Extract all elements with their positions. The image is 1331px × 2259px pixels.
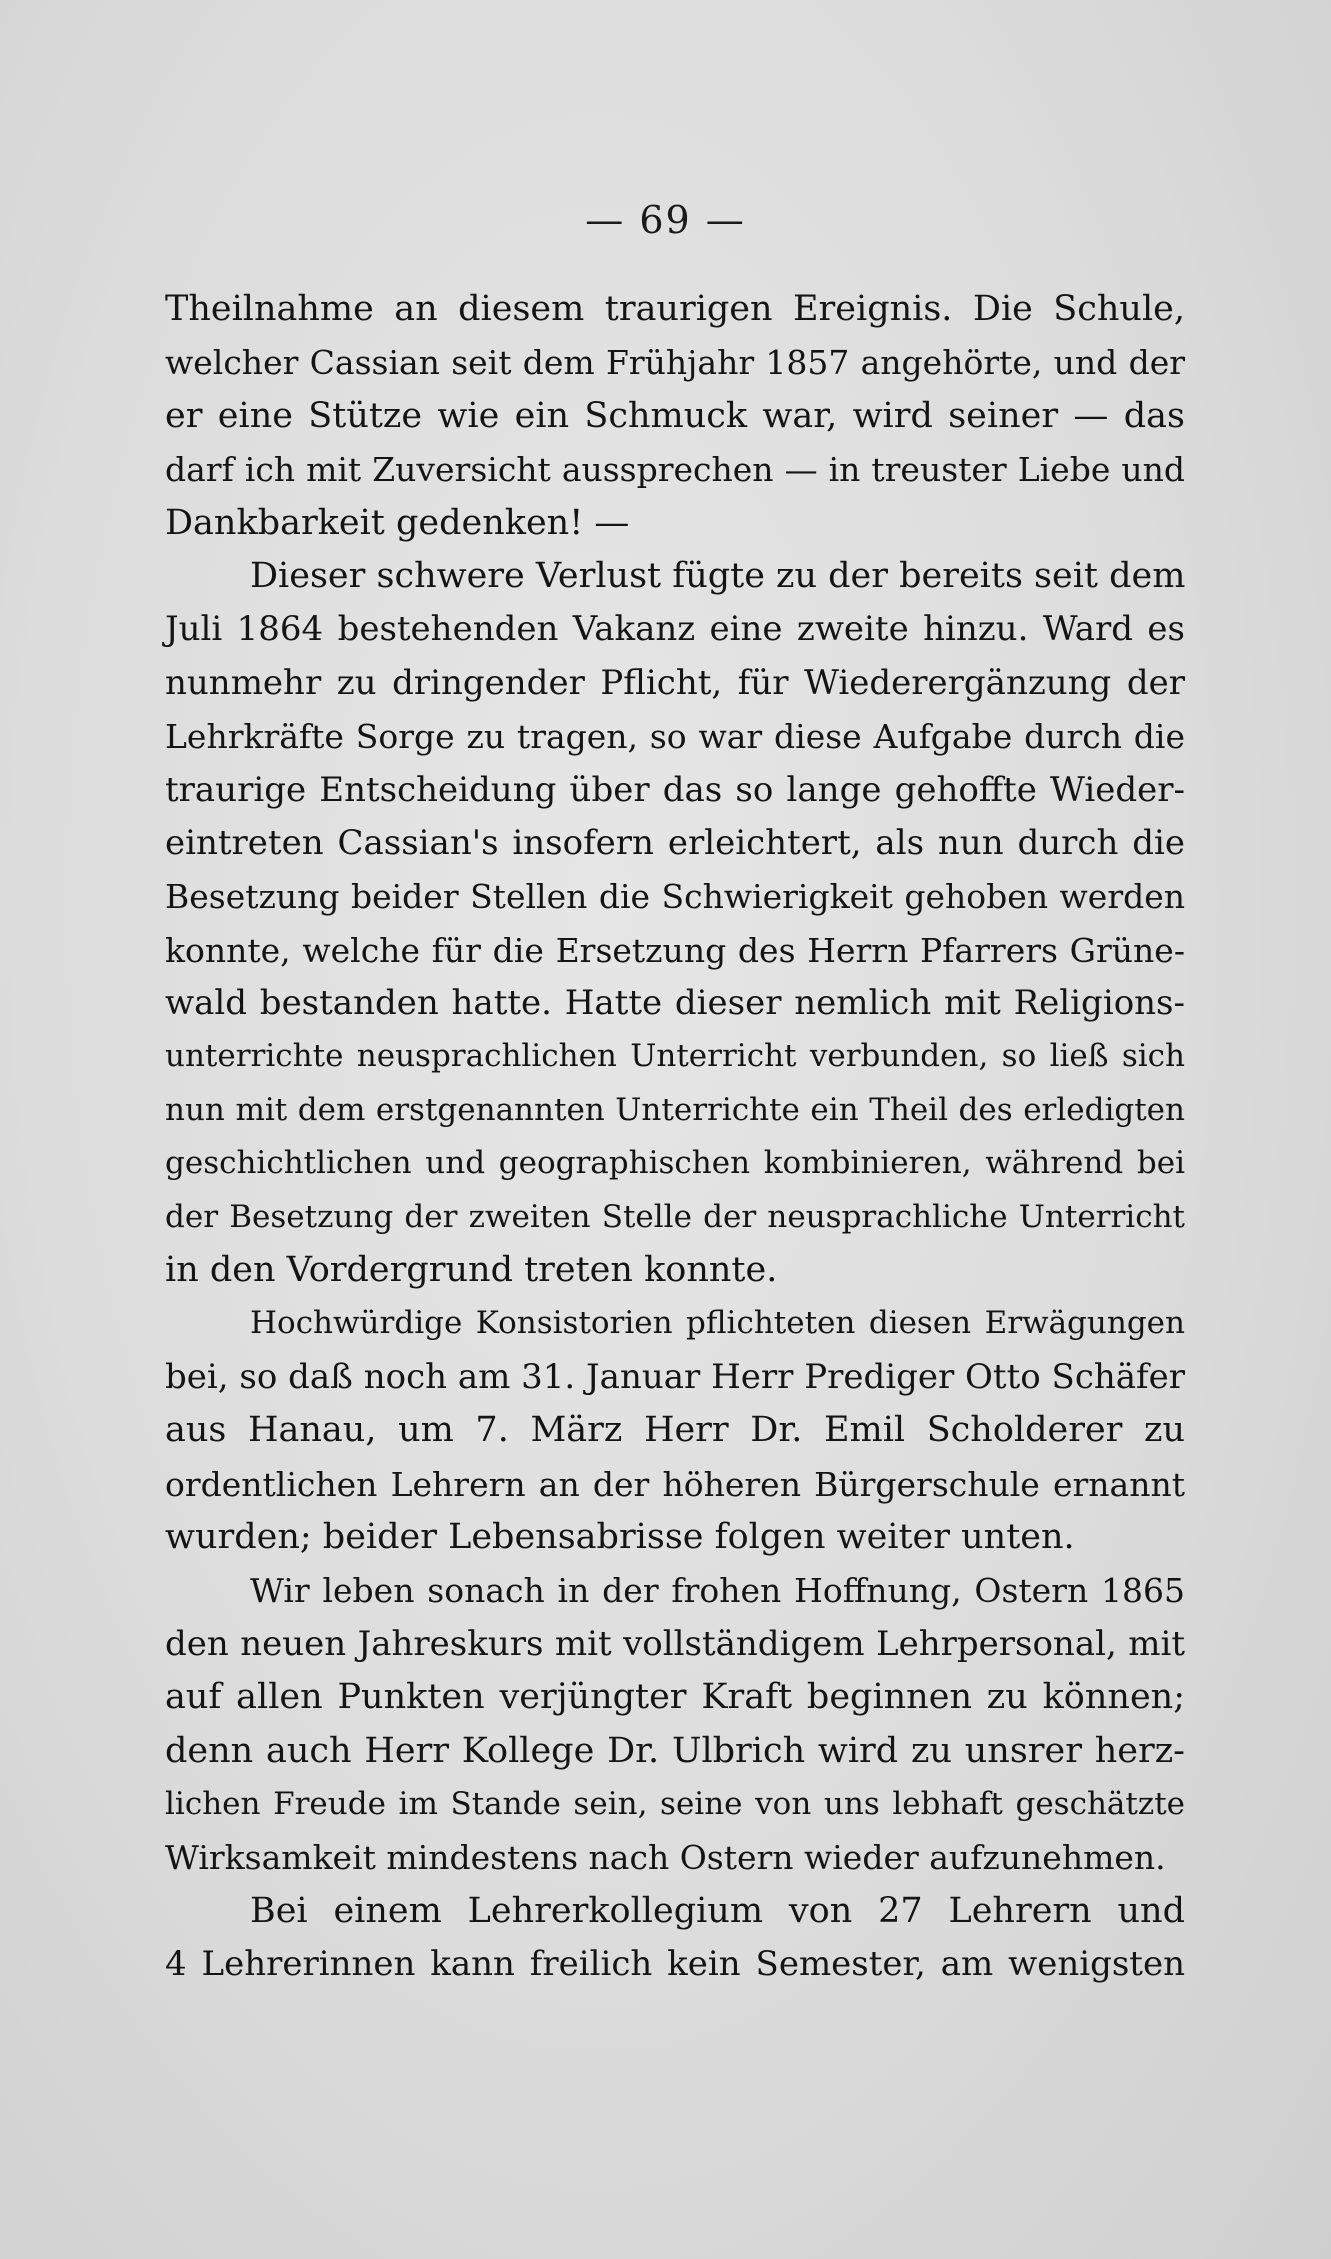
text-line: ordentlichen Lehrern an der höheren Bürgerschule ernannt [165, 1464, 1185, 1504]
text-line: geschichtlichen und geographischen kombinieren, während bei [165, 1145, 1185, 1182]
text-line: Hochwürdige Konsistorien pflichteten diesen Erwägungen [250, 1305, 1185, 1342]
text-line: Besetzung beider Stellen die Schwierigkeit gehoben werden [165, 877, 1185, 917]
text-line: Bei einem Lehrerkollegium von 27 Lehrern und [250, 1890, 1185, 1931]
text-line: lichen Freude im Stande sein, seine von uns lebhaft geschätzte [165, 1785, 1185, 1822]
text-line: Lehrkräfte Sorge zu tragen, so war diese Aufgabe durch die [165, 717, 1185, 757]
text-line: den neuen Jahreskurs mit vollständigem Lehrpersonal, mit [165, 1623, 1185, 1664]
text-line: Dankbarkeit gedenken! — [165, 502, 630, 543]
text-line: nun mit dem erstgenannten Unterrichte ein Theil des erledigten [165, 1091, 1185, 1128]
text-line: Juli 1864 bestehenden Vakanz eine zweite hinzu. Ward es [165, 609, 1185, 650]
text-line: Wirksamkeit mindestens nach Ostern wieder aufzunehmen. [165, 1838, 1166, 1878]
text-line: bei, so daß noch am 31. Januar Herr Prediger Otto Schäfer [165, 1356, 1185, 1397]
text-line: in den Vordergrund treten konnte. [165, 1250, 778, 1291]
text-line: traurige Entscheidung über das so lange gehoffte Wieder- [165, 769, 1185, 810]
text-line: Dieser schwere Verlust fügte zu der bereits seit dem [250, 555, 1186, 596]
text-line: aus Hanau, um 7. März Herr Dr. Emil Scholderer zu [165, 1410, 1185, 1451]
text-line: der Besetzung der zweiten Stelle der neusprachliche Unterricht [165, 1198, 1185, 1235]
text-line: wurden; beider Lebensabrisse folgen weiter unten. [165, 1516, 1075, 1557]
text-line: denn auch Herr Kollege Dr. Ulbrich wird zu unsrer herz- [165, 1730, 1185, 1771]
body-text [165, 283, 1185, 1992]
text-line: welcher Cassian seit dem Frühjahr 1857 angehörte, und der [165, 343, 1185, 383]
text-line: eintreten Cassian's insofern erleichtert, als nun durch die [165, 822, 1185, 863]
page-number: — 69 — [585, 198, 746, 242]
text-line: er eine Stütze wie ein Schmuck war, wird seiner — das [165, 395, 1185, 436]
text-line: wald bestanden hatte. Hatte dieser nemlich mit Religions- [165, 983, 1185, 1024]
text-line: Wir leben sonach in der frohen Hoffnung, Ostern 1865 [250, 1571, 1185, 1611]
text-line: unterrichte neusprachlichen Unterricht verbunden, so ließ sich [165, 1038, 1185, 1075]
text-line: darf ich mit Zuversicht aussprechen — in treuster Liebe und [165, 450, 1185, 490]
text-line: 4 Lehrerinnen kann freilich kein Semester, am wenigsten [165, 1944, 1185, 1985]
text-line: auf allen Punkten verjüngter Kraft beginnen zu können; [165, 1677, 1185, 1718]
text-line: konnte, welche für die Ersetzung des Herrn Pfarrers Grüne- [165, 930, 1185, 970]
text-line: Theilnahme an diesem traurigen Ereignis. Die Schule, [165, 289, 1185, 329]
text-line: nunmehr zu dringender Pflicht, für Wiederergänzung der [165, 662, 1185, 703]
